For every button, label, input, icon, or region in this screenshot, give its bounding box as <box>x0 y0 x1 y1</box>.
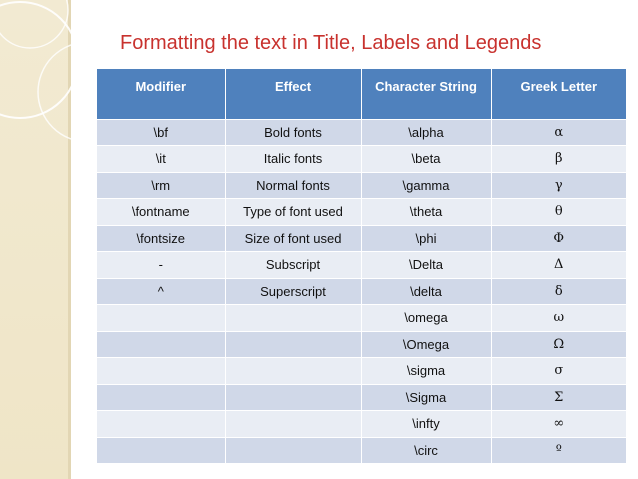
cell-modifier <box>97 331 225 358</box>
table-header-row <box>97 69 626 119</box>
table-row <box>97 252 626 279</box>
table-row <box>97 331 626 358</box>
cell-character-string: \Sigma <box>361 384 491 411</box>
cell-effect: Italic fonts <box>225 146 361 173</box>
cell-modifier: \bf <box>97 119 225 146</box>
table-row <box>97 172 626 199</box>
cell-effect: Normal fonts <box>225 172 361 199</box>
cell-greek-letter: Ω <box>491 331 626 358</box>
cell-character-string: \gamma <box>361 172 491 199</box>
table-row <box>97 146 626 173</box>
cell-effect: Type of font used <box>225 199 361 226</box>
cell-modifier: \fontname <box>97 199 225 226</box>
cell-greek-letter: Φ <box>491 225 626 252</box>
cell-effect <box>225 411 361 438</box>
cell-character-string: \omega <box>361 305 491 332</box>
cell-character-string: \phi <box>361 225 491 252</box>
cell-modifier <box>97 437 225 463</box>
table-row <box>97 384 626 411</box>
cell-character-string: \Delta <box>361 252 491 279</box>
cell-effect <box>225 437 361 463</box>
cell-greek-letter: ∞ <box>491 411 626 438</box>
formatting-table <box>97 69 626 463</box>
cell-character-string: \infty <box>361 411 491 438</box>
cell-greek-letter: α <box>491 119 626 146</box>
cell-effect <box>225 384 361 411</box>
cell-effect: Bold fonts <box>225 119 361 146</box>
table-row <box>97 119 626 146</box>
cell-character-string: \alpha <box>361 119 491 146</box>
cell-character-string: \delta <box>361 278 491 305</box>
cell-greek-letter: σ <box>491 358 626 385</box>
header-effect: Effect <box>225 69 361 119</box>
cell-modifier <box>97 358 225 385</box>
cell-greek-letter: Σ <box>491 384 626 411</box>
table-row <box>97 437 626 463</box>
cell-character-string: \sigma <box>361 358 491 385</box>
cell-effect <box>225 331 361 358</box>
cell-effect: Subscript <box>225 252 361 279</box>
cell-character-string: \beta <box>361 146 491 173</box>
slide-title: Formatting the text in Title, Labels and Legends <box>120 32 542 54</box>
header-character-string: Character String <box>361 69 491 119</box>
cell-modifier: ^ <box>97 278 225 305</box>
cell-effect: Superscript <box>225 278 361 305</box>
cell-modifier <box>97 305 225 332</box>
cell-character-string: \theta <box>361 199 491 226</box>
cell-effect <box>225 305 361 332</box>
cell-greek-letter: θ <box>491 199 626 226</box>
cell-modifier: \it <box>97 146 225 173</box>
cell-greek-letter: º <box>491 437 626 463</box>
cell-modifier <box>97 384 225 411</box>
cell-greek-letter: ω <box>491 305 626 332</box>
table-row <box>97 225 626 252</box>
header-greek-letter: Greek Letter <box>491 69 626 119</box>
cell-modifier: - <box>97 252 225 279</box>
cell-greek-letter: β <box>491 146 626 173</box>
cell-modifier: \rm <box>97 172 225 199</box>
cell-effect: Size of font used <box>225 225 361 252</box>
table-row <box>97 199 626 226</box>
table-body <box>97 119 626 463</box>
cell-modifier <box>97 411 225 438</box>
cell-greek-letter: γ <box>491 172 626 199</box>
cell-character-string: \circ <box>361 437 491 463</box>
cell-greek-letter: δ <box>491 278 626 305</box>
table-row <box>97 305 626 332</box>
table-row <box>97 358 626 385</box>
cell-effect <box>225 358 361 385</box>
cell-modifier: \fontsize <box>97 225 225 252</box>
cell-greek-letter: Δ <box>491 252 626 279</box>
header-modifier: Modifier <box>97 69 225 119</box>
table-row <box>97 411 626 438</box>
cell-character-string: \Omega <box>361 331 491 358</box>
table-row <box>97 278 626 305</box>
